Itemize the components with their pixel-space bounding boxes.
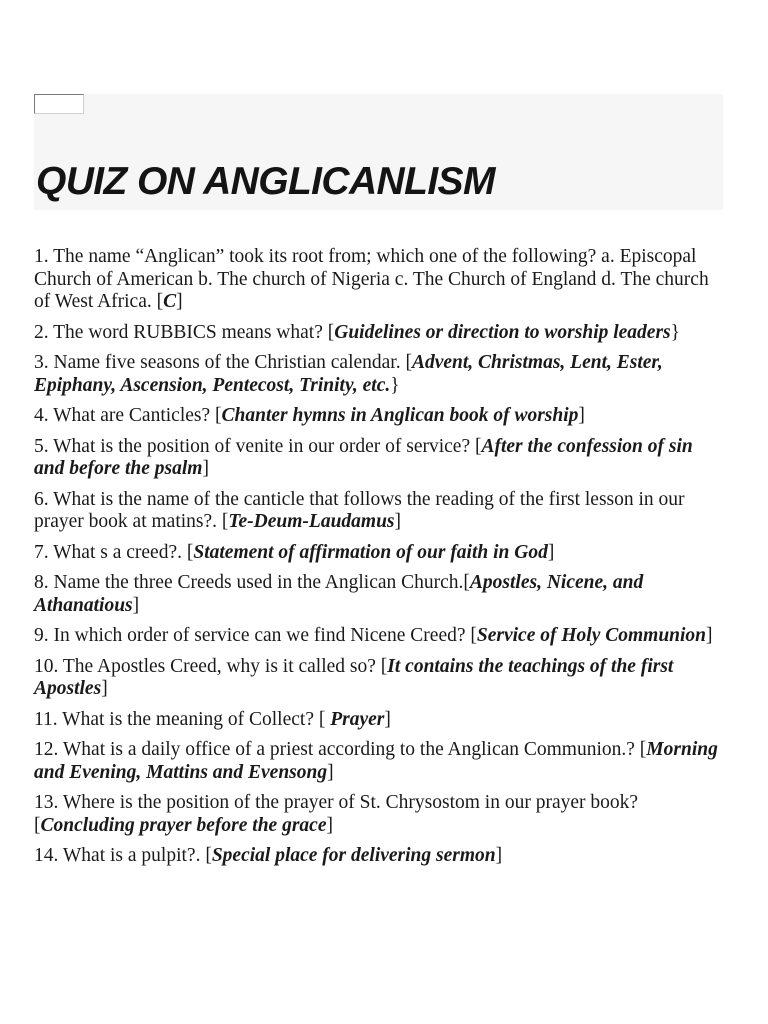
question-item: [34, 845, 724, 868]
question-text: 1. The name “Anglican” took its root from; which one of the following? a. Episcopal Church of American b. The church of Nigeria c. The Church of England d. The church of West Africa. [: [34, 246, 709, 312]
image-placeholder: [34, 94, 84, 114]
answer-text: Apostles, Nicene, and Athanatious: [34, 572, 644, 616]
question-text: 14. What is a pulpit?. [: [34, 845, 212, 866]
question-item: [34, 489, 724, 534]
answer-close: ]: [578, 405, 585, 426]
answer-text: C: [163, 291, 177, 312]
question-text: 3. Name five seasons of the Christian calendar. [: [34, 352, 412, 373]
question-item: [34, 656, 724, 701]
answer-close: ]: [547, 541, 555, 563]
answer-text: Prayer: [330, 708, 385, 730]
answer-close: }: [390, 374, 400, 396]
question-item: [34, 322, 724, 345]
question-item: [34, 739, 724, 784]
question-text: 7. What s a creed?. [: [34, 541, 194, 563]
question-text: 8. Name the three Creeds used in the Anglican Church.[: [34, 572, 470, 593]
title-banner: [34, 94, 723, 210]
question-text: 4. What are Canticles? [: [34, 405, 222, 426]
question-text: 2. The word RUBBICS means what? [: [34, 321, 335, 343]
question-text: 9. In which order of service can we find Nicene Creed? [: [34, 625, 477, 646]
answer-text: Advent, Christmas, Lent, Ester, Epiphany, Ascension, Pentecost, Trinity, etc.: [34, 352, 663, 396]
answer-close: ]: [132, 594, 140, 616]
answer-close: ]: [495, 845, 503, 866]
answer-close: ]: [176, 291, 183, 312]
question-item: [34, 709, 724, 732]
answer-text: Special place for delivering sermon: [211, 845, 496, 866]
question-item: [34, 542, 724, 565]
answer-close: ]: [384, 708, 391, 730]
page-title: QUIZ ON ANGLICANLISM: [36, 160, 495, 203]
answer-text: Te-Deum-Laudamus: [228, 511, 395, 532]
question-text: 13. Where is the position of the prayer of St. Chrysostom in our prayer book? [: [34, 792, 639, 836]
answer-close: ]: [394, 511, 402, 532]
question-text: 10. The Apostles Creed, why is it called so? [: [34, 655, 388, 677]
answer-close: }: [670, 321, 681, 343]
question-text: 12. What is a daily office of a priest according to the Anglican Communion.? [: [34, 739, 647, 760]
question-item: [34, 436, 724, 481]
question-item: [34, 792, 724, 837]
answer-text: After the confession of sin and before the psalm: [34, 435, 693, 479]
answer-text: Morning and Evening, Mattins and Evensong: [34, 739, 718, 783]
question-list: [34, 246, 724, 876]
answer-text: Statement of affirmation of our faith in God: [193, 541, 548, 563]
question-item: [34, 352, 724, 397]
answer-text: Chanter hymns in Anglican book of worship: [221, 405, 579, 426]
answer-close: ]: [202, 458, 209, 479]
question-item: [34, 572, 724, 617]
answer-close: ]: [706, 625, 713, 646]
answer-close: ]: [326, 814, 333, 836]
question-text: 5. What is the position of venite in our order of service? [: [34, 435, 482, 457]
question-text: 6. What is the name of the canticle that follows the reading of the first lesson in our prayer book at matins?. [: [34, 488, 685, 532]
question-item: [34, 246, 724, 314]
answer-text: Service of Holy Communion: [476, 625, 707, 646]
question-item: [34, 625, 724, 648]
question-text: 11. What is the meaning of Collect? [: [34, 708, 331, 730]
answer-close: ]: [327, 761, 334, 783]
answer-close: ]: [101, 678, 108, 699]
answer-text: Concluding prayer before the grace: [40, 814, 327, 836]
question-item: [34, 405, 724, 428]
answer-text: It contains the teachings of the first Apostles: [34, 655, 674, 699]
answer-text: Guidelines or direction to worship leaders: [334, 321, 671, 343]
